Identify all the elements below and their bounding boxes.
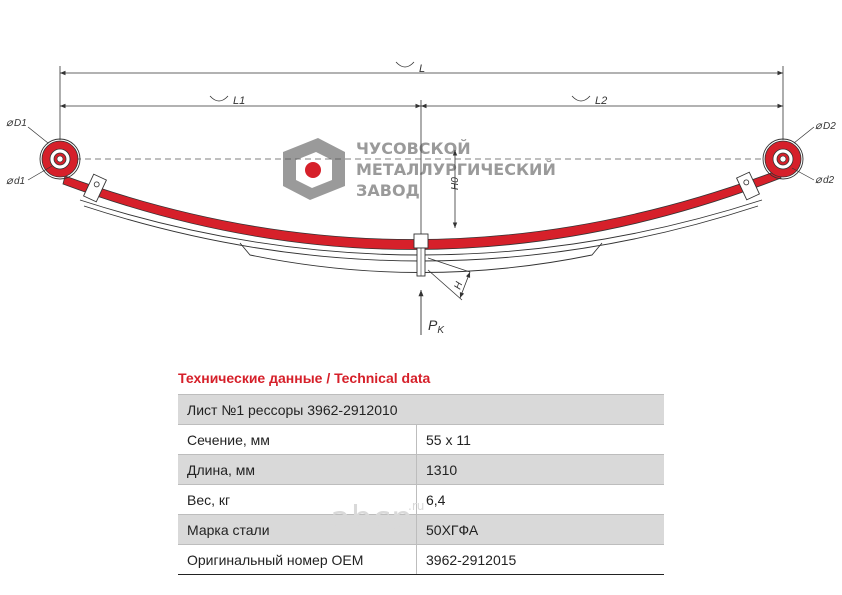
dim-H0-label: H0 — [450, 177, 461, 190]
section-title: Технические данные / Technical data — [178, 370, 431, 386]
table-cell-label: Оригинальный номер OEM — [178, 545, 417, 575]
dim-D1-diameter-icon: ⌀ — [6, 117, 13, 129]
dim-L1-label: L1 — [233, 95, 246, 107]
table-cell-label: Длина, мм — [178, 455, 417, 485]
table-cell-value: 3962-2912015 — [417, 545, 665, 575]
dim-d1-diameter-icon: ⌀ — [6, 175, 13, 187]
table-cell-value: 55 х 11 — [417, 425, 665, 455]
table-cell-label: Марка стали — [178, 515, 417, 545]
table-cell-value: 50ХГФА — [417, 515, 665, 545]
dim-d2-diameter-icon: ⌀ — [815, 174, 822, 186]
dim-D1-label: D1 — [14, 118, 27, 129]
table-header-cell: Лист №1 рессоры 3962-2912010 — [178, 395, 664, 425]
table-cell-value: 1310 — [417, 455, 665, 485]
table-cell-value: 6,4 — [417, 485, 665, 515]
table-cell-label: Сечение, мм — [178, 425, 417, 455]
watermark-text: abcp — [330, 499, 413, 539]
dim-d1-label: d1 — [14, 176, 26, 187]
dim-L2-label: L2 — [595, 95, 608, 107]
dim-H-label: H — [452, 280, 466, 292]
dim-D2-label: D2 — [823, 121, 836, 132]
logo-line-2: МЕТАЛЛУРГИЧЕСКИЙ — [356, 160, 556, 179]
dim-D2-diameter-icon: ⌀ — [815, 120, 822, 132]
dim-d2-label: d2 — [823, 175, 835, 186]
dim-L-label: L — [419, 63, 426, 75]
dim-Pk-label: $P_K$ — [428, 317, 445, 336]
logo-line-3: ЗАВОД — [356, 181, 420, 200]
watermark-suffix: .ru — [408, 499, 425, 513]
logo-line-1: ЧУСОВСКОЙ — [356, 139, 471, 158]
table-cell-label: Вес, кг — [178, 485, 417, 515]
